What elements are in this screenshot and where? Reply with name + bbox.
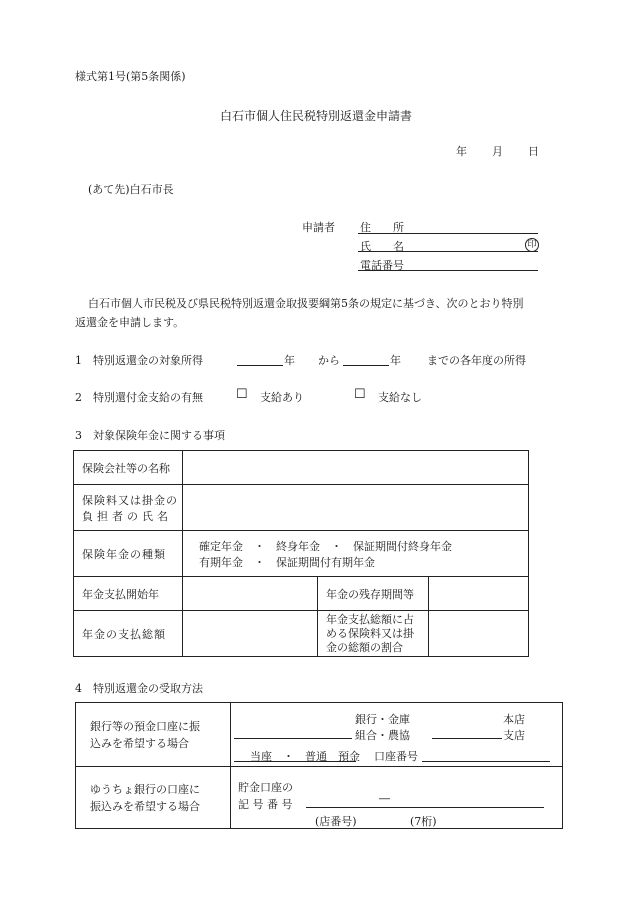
account-type-underline	[234, 761, 356, 762]
branch: 支店	[503, 729, 525, 742]
start-year-field[interactable]	[183, 577, 318, 611]
item1-label: 1 特別返還金の対象所得	[75, 354, 203, 367]
date-day-label: 日	[528, 145, 539, 158]
year-from-field[interactable]	[237, 365, 283, 366]
savings-number-field[interactable]	[306, 807, 544, 808]
name-label: 氏 名	[360, 240, 404, 253]
total-payment-field[interactable]	[183, 611, 318, 657]
form-title: 白石市個人住民税特別返還金申請書	[220, 109, 413, 123]
account-number-label: 口座番号	[374, 750, 418, 763]
savings-label-1: 貯金口座の	[238, 781, 293, 794]
applicant-label: 申請者	[302, 221, 335, 234]
digits-note: (7桁)	[410, 815, 437, 828]
item1-suffix: までの各年度の所得	[427, 354, 526, 367]
branch-name-field[interactable]	[432, 738, 502, 739]
name-field[interactable]	[358, 251, 538, 252]
year-to-field[interactable]	[343, 365, 389, 366]
form-number: 様式第1号(第5条関係)	[75, 70, 186, 83]
bank-transfer-label: 銀行等の預金口座に振 込みを希望する場合	[76, 703, 231, 767]
date-month-label: 月	[492, 145, 503, 158]
phone-label: 電話番号	[360, 259, 404, 272]
remaining-period-field[interactable]	[429, 577, 529, 611]
item1-year1: 年	[284, 354, 295, 367]
start-year-label: 年金支払開始年	[74, 577, 183, 611]
item2-label: 2 特別還付金支給の有無	[75, 391, 203, 404]
item1-year2: 年	[390, 354, 401, 367]
insurer-name-label: 保険会社等の名称	[74, 451, 183, 485]
head-office: 本店	[503, 713, 525, 726]
body-line-2: 返還金を申請します。	[75, 316, 185, 329]
account-number-field[interactable]	[422, 761, 550, 762]
payment-method-table	[75, 702, 563, 829]
pension-type-label: 保険年金の種類	[74, 531, 183, 577]
item3-label: 3 対象保険年金に関する事項	[75, 429, 225, 442]
premium-ratio-label: 年金支払総額に占 める保険料又は掛 金の総額の割合	[318, 611, 429, 657]
bank-type-1: 銀行・金庫	[355, 713, 410, 726]
post-transfer-label: ゆうちょ銀行の口座に 振込みを希望する場合	[76, 767, 231, 829]
premium-ratio-field[interactable]	[429, 611, 529, 657]
insurance-table	[73, 450, 529, 657]
date-year-label: 年	[456, 145, 467, 158]
store-number-note: (店番号)	[315, 815, 357, 828]
remaining-period-label: 年金の残存期間等	[318, 577, 429, 611]
address-label: 住 所	[360, 221, 404, 234]
seal-mark: 印	[525, 237, 539, 252]
addressee: (あて先)白石市長	[88, 183, 174, 196]
bank-type-2: 組合・農協	[355, 729, 410, 742]
item4-label: 4 特別返還金の受取方法	[75, 682, 203, 695]
checkbox-not-paid[interactable]: ☐	[354, 387, 366, 402]
item2-opt2: 支給なし	[378, 391, 422, 404]
insurer-name-field[interactable]	[183, 451, 529, 485]
total-payment-label: 年金の支払総額	[74, 611, 183, 657]
payer-field[interactable]	[183, 485, 529, 531]
pension-type-options[interactable]: 確定年金 ・ 終身年金 ・ 保証期間付終身年金 有期年金 ・ 保証期間付有期年金	[183, 531, 529, 577]
body-line-1: 白石市個人市民税及び県民税特別返還金取扱要綱第5条の規定に基づき、次のとおり特別	[88, 297, 524, 310]
item1-from: から	[318, 354, 340, 367]
bank-name-field[interactable]	[234, 738, 352, 739]
account-type[interactable]: 当座 ・ 普通 預金	[250, 750, 360, 763]
payer-label: 保険料又は掛金の 負担者の氏名	[74, 485, 183, 531]
checkbox-paid[interactable]: ☐	[236, 387, 248, 402]
address-field[interactable]	[358, 233, 538, 234]
phone-field[interactable]	[358, 270, 538, 271]
savings-dash: ―	[379, 792, 390, 805]
item2-opt1: 支給あり	[260, 391, 304, 404]
savings-label-2: 記 号 番 号	[238, 798, 293, 811]
